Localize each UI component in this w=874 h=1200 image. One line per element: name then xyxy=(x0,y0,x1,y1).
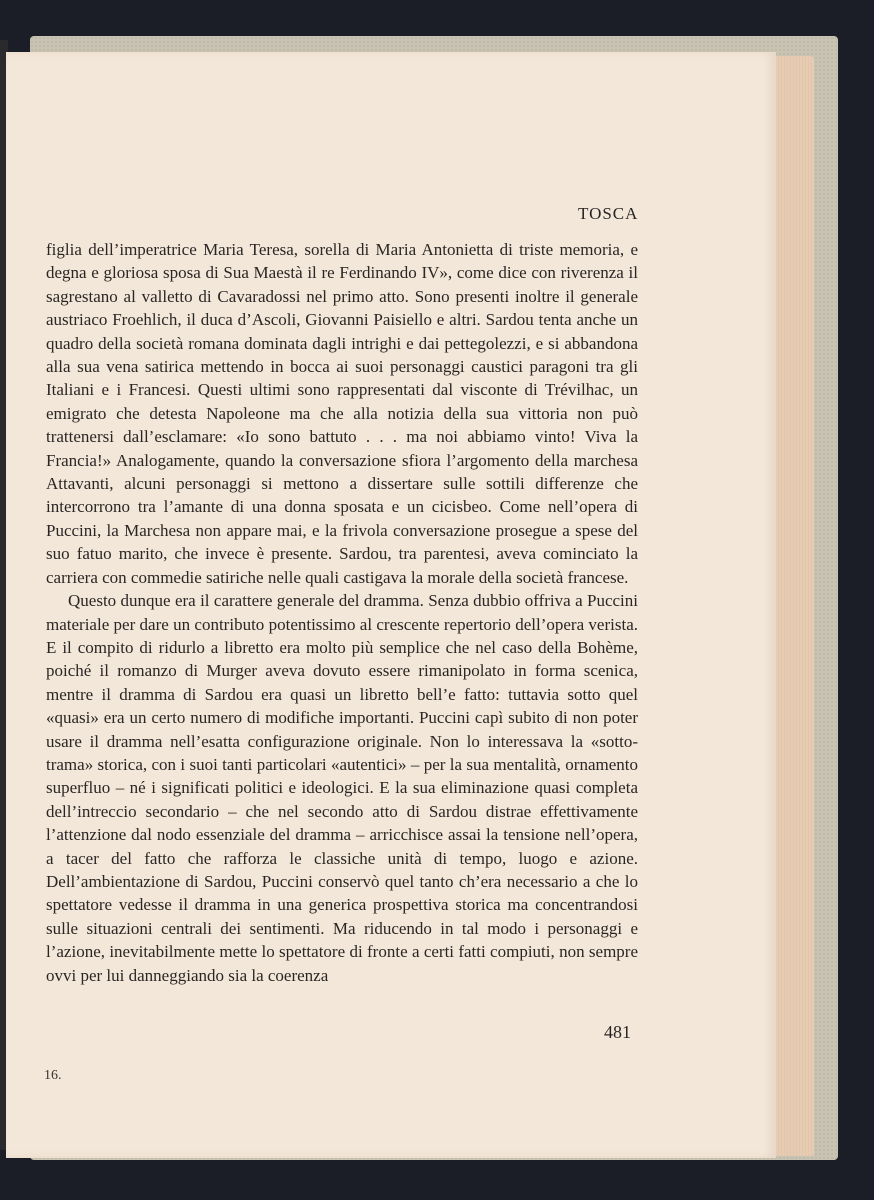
body-text xyxy=(46,238,638,987)
page-number: 481 xyxy=(604,1022,631,1042)
signature-mark: 16. xyxy=(44,1068,62,1083)
paragraph: Questo dunque era il carattere generale del dramma. Senza dubbio offriva a Puccini materiale per dare un contributo potentissimo al crescente repertorio dell’opera verista. E il compito di ridurlo a libretto era molto più semplice che nel caso della Bohème, poiché il romanzo di Murger aveva dovuto essere rimanipolato in forma scenica, mentre il dramma di Sardou era quasi un libretto bell’e fatto: tuttavia sotto quel «quasi» era un certo numero di modifiche importanti. Puccini capì subito di non poter usare il dramma nell’esatta configurazione originale. Non lo interessava la «sotto-trama» storica, con i suoi tanti particolari «autentici» – per la sua mentalità, ornamento superfluo – né i significati politici e ideologici. E la sua eliminazione quasi completa dell’intreccio secondario – che nel secondo atto di Sardou distrae effettivamente l’attenzione dal nodo essenziale del dramma – arricchisce assai la tensione nell’opera, a tacer del fatto che rafforza le classiche unità di tempo, luogo e azione. Dell’ambientazione di Sardou, Puccini conservò quel tanto ch’era necessario a che lo spettatore vedesse il dramma in una generica prospettiva storica ma concentrandosi sulle situazioni centrali dei sentimenti. Ma riducendo in tal modo i personaggi e l’azione, inevitabilmente mette lo spettatore di fronte a certi fatti compiuti, non sempre ovvi per lui danneggiando sia la coerenza xyxy=(46,591,638,985)
running-head: TOSCA xyxy=(578,204,639,223)
paragraph: figlia dell’imperatrice Maria Teresa, sorella di Maria Antonietta di triste memoria, e degna e gloriosa sposa di Sua Maestà il re Ferdinando IV», come dice con riverenza il sagrestano al valletto di Cavaradossi nel primo atto. Sono presenti inoltre il generale austriaco Froehlich, il duca d’Ascoli, Giovanni Paisiello e altri. Sardou tenta anche un quadro della società romana dominata dagli intrighi e dai pettegolezzi, e si abbandona alla sua vena satirica mettendo in bocca ai suoi personaggi caustici paragoni tra gli Italiani e i Francesi. Questi ultimi sono rappresentati dal visconte di Trévilhac, un emigrato che detesta Napoleone ma che alla notizia della sua vittoria non può trattenersi dall’esclamare: «Io sono battuto . . . ma noi abbiamo vinto! Viva la Francia!» Analogamente, quando la conversazione sfiora l’argomento della marchesa Attavanti, alcuni personaggi si mettono a dissertare sulle sottili differenze che intercorrono tra l’amante di una donna sposata e un cicisbeo. Come nell’opera di Puccini, la Marchesa non appare mai, e la frivola conversazione prosegue a spese del suo fatuo marito, che invece è presente. Sardou, tra parentesi, aveva cominciato la carriera con commedie satiriche nelle quali castigava la morale della società francese. xyxy=(46,240,638,587)
